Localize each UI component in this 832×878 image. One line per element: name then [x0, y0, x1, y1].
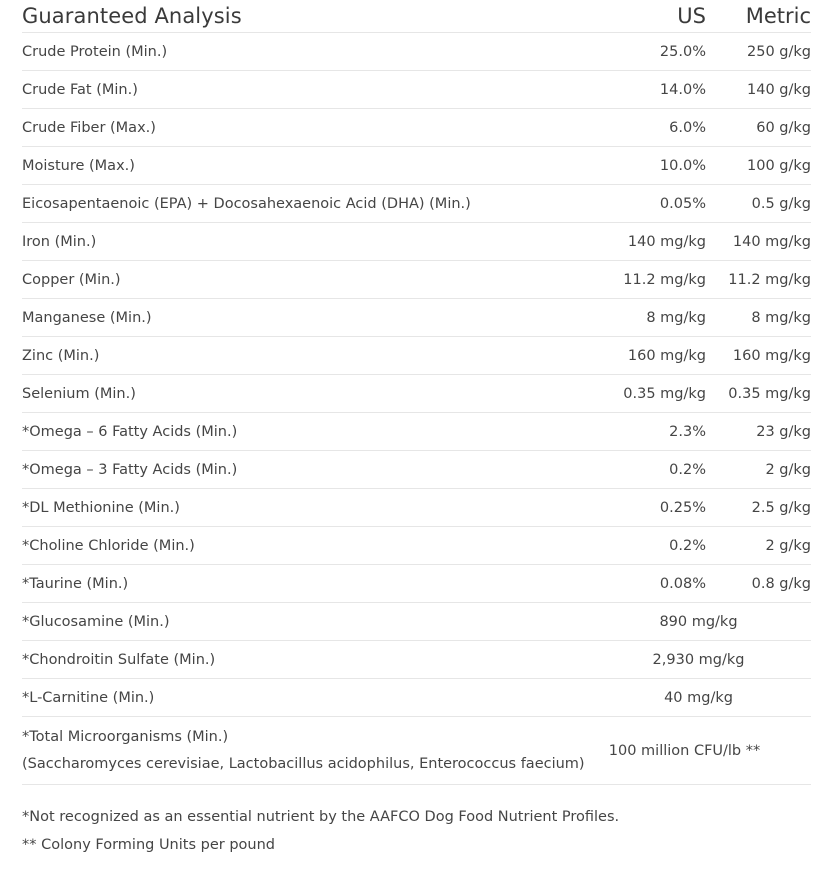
footnote-aafco: *Not recognized as an essential nutrient by the AAFCO Dog Food Nutrient Profiles. [22, 809, 620, 825]
row-label: Moisture (Max.) [22, 157, 135, 174]
table-row [22, 603, 811, 641]
row-metric-value: 250 g/kg [747, 43, 811, 60]
table-row [22, 109, 811, 147]
row-label-line1: *Total Microorganisms (Min.) [22, 728, 229, 745]
table-row [22, 489, 811, 527]
row-label: *DL Methionine (Min.) [22, 499, 180, 516]
row-label: Iron (Min.) [22, 233, 97, 250]
table-row [22, 185, 811, 223]
table-row [22, 71, 811, 109]
row-metric-value: 140 g/kg [747, 81, 811, 98]
row-metric-value: 160 mg/kg [732, 347, 811, 364]
row-metric-value: 0.8 g/kg [751, 575, 811, 592]
table-row [22, 451, 811, 489]
row-label: Manganese (Min.) [22, 309, 152, 326]
row-metric-value: 11.2 mg/kg [728, 271, 811, 288]
table-row [22, 147, 811, 185]
row-us-value: 8 mg/kg [646, 309, 706, 326]
row-metric-value: 8 mg/kg [751, 309, 811, 326]
row-label: Crude Fiber (Max.) [22, 119, 156, 136]
row-combined-value: 890 mg/kg [659, 613, 738, 630]
row-us-value: 14.0% [659, 81, 706, 98]
row-metric-value: 0.5 g/kg [751, 195, 811, 212]
us-column-header: US [677, 4, 706, 28]
row-label: *Glucosamine (Min.) [22, 613, 170, 630]
row-us-value: 140 mg/kg [627, 233, 706, 250]
row-label: Eicosapentaenoic (EPA) + Docosahexaenoic Acid (DHA) (Min.) [22, 195, 471, 212]
guaranteed-analysis-table [22, 0, 811, 859]
row-label: *Omega – 3 Fatty Acids (Min.) [22, 461, 238, 478]
row-label: Selenium (Min.) [22, 385, 136, 402]
table-row [22, 679, 811, 717]
row-label: Crude Fat (Min.) [22, 81, 138, 98]
table-row [22, 261, 811, 299]
table-row [22, 337, 811, 375]
row-metric-value: 2.5 g/kg [751, 499, 811, 516]
row-label: *L-Carnitine (Min.) [22, 689, 155, 706]
table-row [22, 641, 811, 679]
row-label: Zinc (Min.) [22, 347, 100, 364]
row-metric-value: 2 g/kg [765, 537, 811, 554]
row-us-value: 6.0% [669, 119, 706, 136]
row-us-value: 160 mg/kg [627, 347, 706, 364]
row-metric-value: 60 g/kg [756, 119, 811, 136]
table-body [22, 33, 811, 717]
row-us-value: 0.05% [659, 195, 706, 212]
row-us-value: 0.2% [669, 537, 706, 554]
row-metric-value: 100 g/kg [747, 157, 811, 174]
row-metric-value: 2 g/kg [765, 461, 811, 478]
row-us-value: 11.2 mg/kg [623, 271, 706, 288]
row-combined-value: 40 mg/kg [664, 689, 733, 706]
row-us-value: 0.2% [669, 461, 706, 478]
table-row [22, 565, 811, 603]
row-label: Crude Protein (Min.) [22, 43, 168, 60]
row-label: *Taurine (Min.) [22, 575, 129, 592]
table-row [22, 33, 811, 71]
row-label-line2: (Saccharomyces cerevisiae, Lactobacillus acidophilus, Enterococcus faecium) [22, 755, 585, 772]
table-row [22, 299, 811, 337]
table-row [22, 223, 811, 261]
row-label: *Choline Chloride (Min.) [22, 537, 195, 554]
table-header [22, 0, 811, 33]
row-us-value: 2.3% [669, 423, 706, 440]
row-label: Copper (Min.) [22, 271, 121, 288]
row-metric-value: 0.35 mg/kg [728, 385, 811, 402]
table-row [22, 527, 811, 565]
footnotes [22, 803, 811, 859]
row-metric-value: 140 mg/kg [732, 233, 811, 250]
table-row [22, 375, 811, 413]
row-us-value: 0.25% [659, 499, 706, 516]
row-label: *Omega – 6 Fatty Acids (Min.) [22, 423, 238, 440]
row-label [22, 724, 586, 778]
row-us-value: 0.08% [659, 575, 706, 592]
table-row-microorganisms [22, 717, 811, 785]
row-label: *Chondroitin Sulfate (Min.) [22, 651, 216, 668]
row-metric-value: 23 g/kg [756, 423, 811, 440]
row-combined-value: 100 million CFU/lb ** [608, 742, 761, 759]
footnote-cfu: ** Colony Forming Units per pound [22, 837, 275, 853]
row-combined-value: 2,930 mg/kg [652, 651, 745, 668]
metric-column-header: Metric [745, 4, 811, 28]
row-us-value: 25.0% [659, 43, 706, 60]
table-title: Guaranteed Analysis [22, 4, 242, 28]
row-us-value: 0.35 mg/kg [623, 385, 706, 402]
row-us-value: 10.0% [659, 157, 706, 174]
table-row [22, 413, 811, 451]
